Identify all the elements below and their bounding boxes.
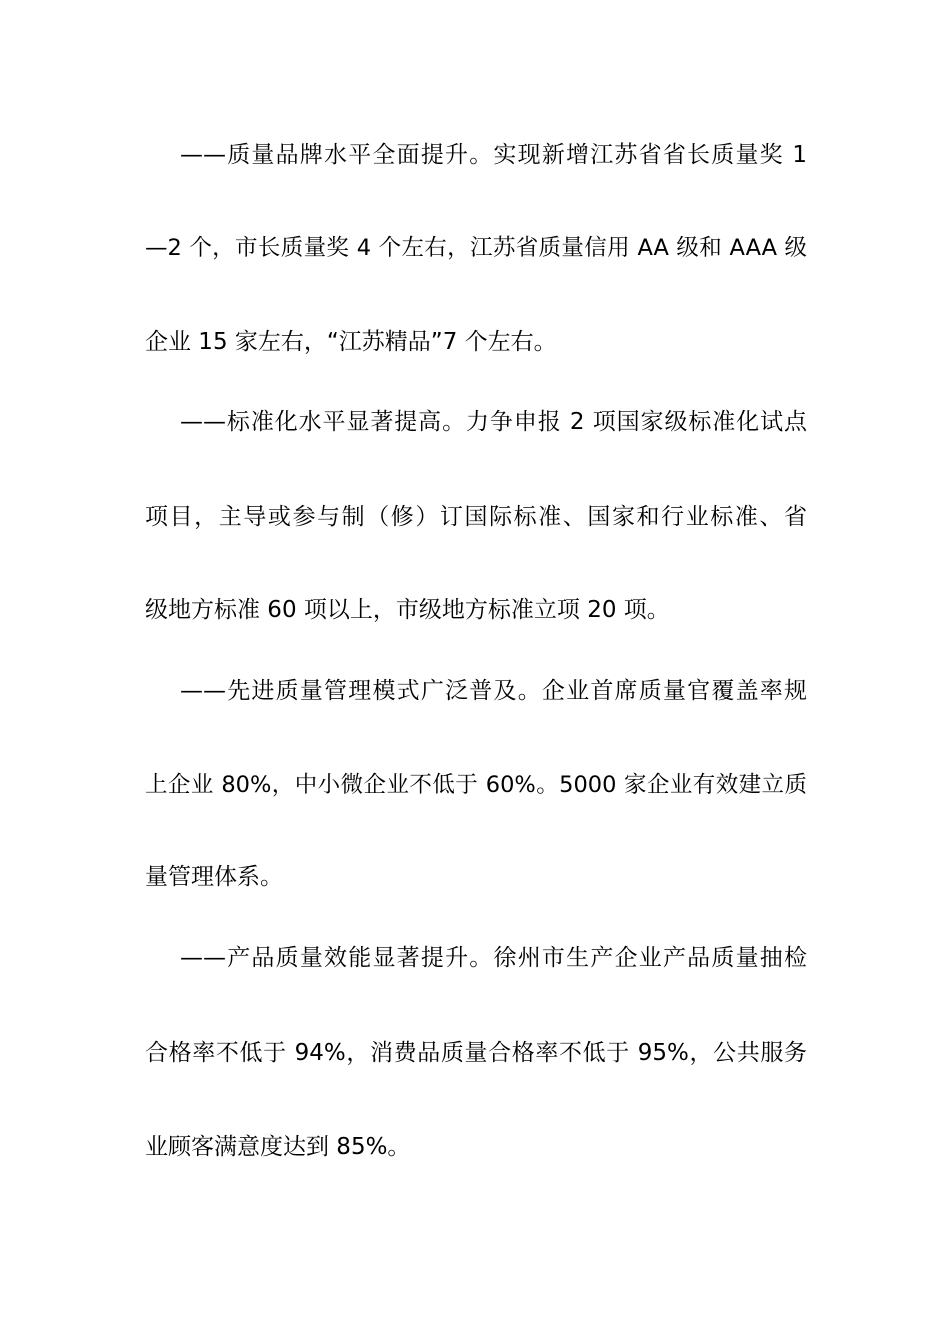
paragraph-3-line-2: 上企业 80%，中小微企业不低于 60%。5000 家企业有效建立质: [145, 772, 807, 798]
paragraph-3-line-3: 量管理体系。: [145, 864, 283, 890]
paragraph-1-line-1: ——质量品牌水平全面提升。实现新增江苏省省长质量奖 1: [180, 142, 807, 168]
paragraph-2-line-1: ——标准化水平显著提高。力争申报 2 项国家级标准化试点: [180, 409, 807, 435]
paragraph-2-line-3: 级地方标准 60 项以上，市级地方标准立项 20 项。: [145, 597, 670, 623]
paragraph-3-line-1: ——先进质量管理模式广泛普及。企业首席质量官覆盖率规: [180, 678, 807, 704]
paragraph-2-line-2: 项目，主导或参与制（修）订国际标准、国家和行业标准、省: [145, 504, 807, 530]
paragraph-1-line-3: 企业 15 家左右，“江苏精品”7 个左右。: [145, 329, 557, 355]
paragraph-4-line-3: 业顾客满意度达到 85%。: [145, 1134, 411, 1160]
paragraph-1-line-2: —2 个，市长质量奖 4 个左右，江苏省质量信用 AA 级和 AAA 级: [145, 235, 807, 261]
paragraph-4-line-1: ——产品质量效能显著提升。徐州市生产企业产品质量抽检: [180, 945, 807, 971]
paragraph-4-line-2: 合格率不低于 94%，消费品质量合格率不低于 95%，公共服务: [145, 1040, 807, 1066]
